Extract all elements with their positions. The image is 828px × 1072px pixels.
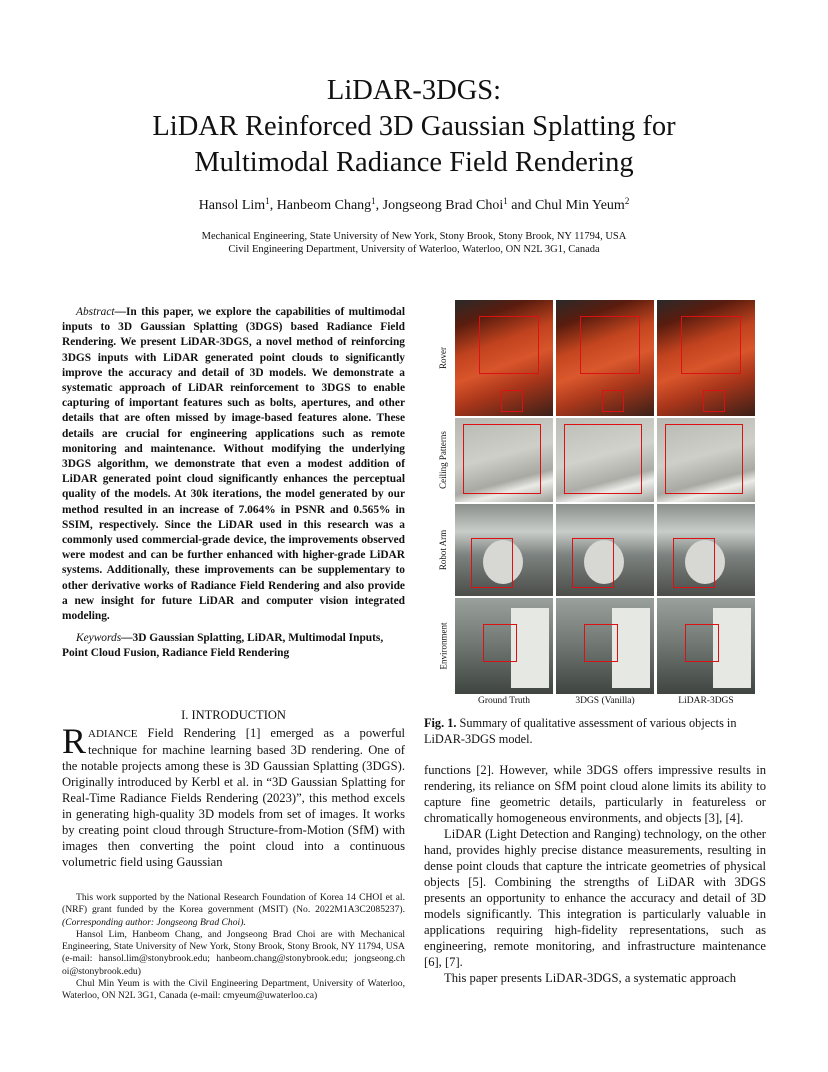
footnotes [62, 892, 405, 1003]
highlight-box [703, 390, 725, 412]
robot-arm-lidar-3dgs [657, 504, 755, 596]
row-label-rover [432, 300, 454, 416]
row-label-text: Rover [438, 347, 448, 369]
abstract-label: Abstract [76, 306, 115, 318]
abstract-text: In this paper, we explore the capabilities of multimodal inputs to 3D Gaussian Splatting (3DGS) based Radiance Field Rendering. We present LiDAR-3DGS, a novel method of reinforcing 3DGS inputs with LiDAR generated point clouds to significantly improve the accuracy and detail of 3D models. We demonstrate a systematic approach of LiDAR reinforcement to 3DGS to enable capturing of important features such as bolts, apertures, and other details that are often missed by image-based features alone. These details are crucial for engineering applications such as remote monitoring and maintenance. Without modifying the underlying 3DGS algorithm, we demonstrate that even a modest addition of LiDAR generated point cloud significantly enhances the perceptual quality of the models. At 30k iterations, the model generated by our method resulted in an increase of 7.064% in PSNR and 0.565% in SSIM, respectively. Since the LiDAR used in this research was a commonly used commercial-grade device, the improvements observed were modest and can be further enhanced with higher-grade LiDAR systems. Additionally, these improvements can be supplementary to other derivative works of Radiance Field Rendering and also provide a new insight for future LiDAR and computer vision integrated modeling. [62, 306, 405, 623]
highlight-box [685, 624, 719, 662]
affiliation-1: Mechanical Engineering, State University of New York, Stony Brook, Stony Brook, NY 11794, USA [201, 231, 627, 242]
row-label-ceiling [432, 418, 454, 502]
ceiling-ground-truth [455, 418, 553, 502]
caption-text: Summary of qualitative assessment of various objects in LiDAR-3DGS model. [424, 716, 737, 746]
footnote-authors [62, 929, 405, 978]
abstract [62, 305, 405, 624]
author-affil-mark: 1 [503, 196, 508, 206]
footnote-italic: (Corresponding author: Jongseong Brad Choi). [62, 916, 246, 928]
paragraph: functions [2]. However, while 3DGS offers impressive results in rendering, its reliance on SfM point cloud alone limits its ability to capture fine geometric details, particularly in featureless or chromatically homogeneous environments, and objects [3], [4]. [424, 763, 766, 825]
ceiling-3dgs-vanilla [556, 418, 654, 502]
author-affil-mark: 1 [371, 196, 376, 206]
author-separator: , [375, 198, 383, 213]
row-label-robot-arm [432, 504, 454, 596]
affiliation-2: Civil Engineering Department, University of Waterloo, Waterloo, ON N2L 3G1, Canada [228, 244, 600, 255]
footnote-text: This work supported by the National Research Foundation of Korea 14 CHOI et al. (NRF) grant funded by the Korea government (MSIT) (No. 2022M1A3C2085237). [62, 892, 405, 916]
keywords-text: 3D Gaussian Splatting, LiDAR, Multimodal Inputs, Point Cloud Fusion, Radiance Field Rendering [62, 632, 384, 660]
highlight-box [572, 538, 614, 588]
row-label-text: Robot Arm [438, 529, 449, 571]
highlight-box [681, 316, 741, 374]
robot-arm-ground-truth [455, 504, 553, 596]
paragraph: This paper presents LiDAR-3DGS, a systematic approach [444, 971, 737, 985]
column-label-ground-truth: Ground Truth [478, 696, 530, 706]
title-line-1: LiDAR-3DGS: [326, 75, 502, 106]
footnote-yeum [62, 978, 405, 1003]
caption-label: Fig. 1. [424, 716, 457, 730]
drop-cap: R [62, 721, 87, 761]
figure-1 [432, 300, 772, 712]
highlight-box [463, 424, 541, 494]
paragraph: LiDAR (Light Detection and Ranging) technology, on the other hand, provides highly precise distance measurements, resulting in dense point clouds that capture the intricate geometries of physical objects [5]. Combining the strengths of LiDAR with 3DGS presents an opportunity to enhance the accuracy and detail of 3D models significantly. This integration is particularly valuable in applications requiring high-fidelity representations, such as engineering, remote monitoring, and infrastructure maintenance [6], [7]. [424, 827, 766, 969]
footnote-funding [62, 892, 405, 929]
right-column-text [424, 762, 766, 986]
title-line-2: LiDAR Reinforced 3D Gaussian Splatting for [152, 111, 676, 142]
highlight-box [602, 390, 624, 412]
keywords [62, 631, 405, 661]
row-label-text: Environment [438, 622, 448, 670]
keywords-label: Keywords [76, 632, 122, 644]
environment-ground-truth [455, 598, 553, 694]
section-heading: I. INTRODUCTION [181, 708, 286, 722]
highlight-box [479, 316, 539, 374]
author-separator: , [269, 198, 277, 213]
rover-lidar-3dgs [657, 300, 755, 416]
rover-ground-truth [455, 300, 553, 416]
footnote-text: Hansol Lim, Hanbeom Chang, and Jongseong Brad Choi are with Mechanical Engineering, State University of New York, Stony Brook, Stony Brook, NY 11794, USA (e-mail: hansol.lim@stonybrook.edu; hanbeom.chang@stonybrook.edu; jongseong.ch oi@stonybrook.edu) [62, 928, 405, 977]
column-label-lidar-3dgs: LiDAR-3DGS [678, 696, 734, 706]
intro-text: Field Rendering [1] emerged as a powerful technique for machine learning based 3D rendering. One of the notable projects among these is 3D Gaussian Splatting (3DGS). Originally introduced by Kerbl et al. in “3D Gaussian Splatting for Real-Time Radiance Fields Rendering (2023)”, this method excels in generating high-quality 3D models from set of images. It works by creating point cloud through Structure-from-Motion (SfM) with images then converting the point cloud into a continuous volumetric field using Gaussian [62, 726, 405, 869]
intro-first-word: ADIANCE [88, 728, 138, 740]
highlight-box [501, 390, 523, 412]
highlight-box [673, 538, 715, 588]
highlight-box [580, 316, 640, 374]
abstract-dash: — [114, 306, 126, 318]
affiliations [0, 230, 828, 256]
rover-3dgs-vanilla [556, 300, 654, 416]
figure-caption [424, 715, 770, 747]
keywords-dash: — [121, 632, 133, 644]
author-name: Jongseong Brad Choi [382, 198, 504, 213]
environment-lidar-3dgs [657, 598, 755, 694]
highlight-box [665, 424, 743, 494]
highlight-box [564, 424, 642, 494]
row-label-text: Ceiling Patterns [438, 431, 448, 489]
author-affil-mark: 1 [265, 196, 270, 206]
ceiling-lidar-3dgs [657, 418, 755, 502]
author-separator: and [507, 198, 535, 213]
column-label-3dgs-vanilla: 3DGS (Vanilla) [575, 696, 635, 706]
highlight-box [483, 624, 517, 662]
intro-paragraph [62, 721, 405, 870]
highlight-box [584, 624, 618, 662]
title-line-3: Multimodal Radiance Field Rendering [194, 147, 634, 178]
author-name: Chul Min Yeum [534, 198, 625, 213]
author-affil-mark: 2 [624, 196, 630, 206]
highlight-box [471, 538, 513, 588]
robot-arm-3dgs-vanilla [556, 504, 654, 596]
author-name: Hanbeom Chang [276, 198, 372, 213]
row-label-environment [432, 598, 454, 694]
paper-title [0, 73, 828, 181]
footnote-text: Chul Min Yeum is with the Civil Engineering Department, University of Waterloo, Waterloo, ON N2L 3G1, Canada (e-mail: cmyeum@uwaterloo.ca) [62, 978, 405, 1002]
environment-3dgs-vanilla [556, 598, 654, 694]
author-list [0, 196, 828, 214]
author-name: Hansol Lim [198, 198, 266, 213]
